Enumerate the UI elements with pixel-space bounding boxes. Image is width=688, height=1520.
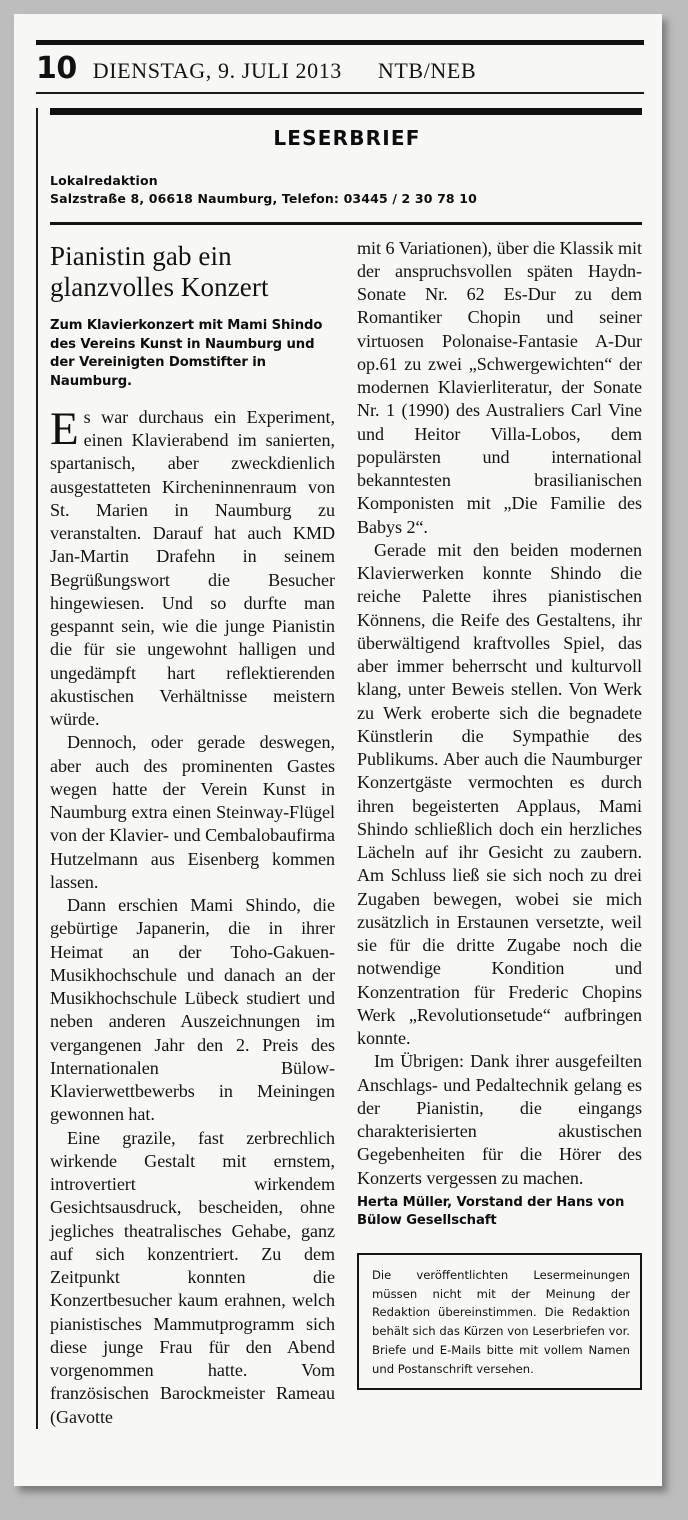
article-byline: Herta Müller, Vorstand der Hans von Bülow Gesellschaft <box>357 1194 625 1229</box>
section-kicker-bar <box>50 108 642 115</box>
editorial-notice-text: Die veröffentlichten Lesermeinungen müssen nicht mit der Meinung der Redaktion übereinstimmen. Die Redaktion behält sich das Kürzen von Leserbriefen vor. Briefe und E-Mails bitte mit vollem Namen und Postanschrift versehen. <box>372 1267 630 1376</box>
article-columns <box>50 235 644 1429</box>
local-desk-contact: Salzstraße 8, 06618 Naumburg, Telefon: 03445 / 2 30 78 10 <box>50 191 477 207</box>
page-title: Pianistin gab ein glanzvolles Konzert <box>50 240 269 303</box>
section-divider-rule <box>50 222 642 225</box>
article-paragraph: Eine grazile, fast zerbrechlich wirkende Gestalt mit ernstem, introvertiert wirkendem Gesichtsausdruck, bescheiden, ohne jegliches theatralisches Gehabe, ganz auf sich konzentriert. Zu dem Zeitpunkt konnten die Konzertbesucher kaum erahnen, welch pianistisches Mammutprogramm sich diese junge Frau für den Abend vorgenommen hatte. Vom französischen Barockmeister Rameau (Gavotte <box>50 1127 335 1427</box>
article-subhead: Zum Klavierkonzert mit Mami Shindo des Vereins Kunst in Naumburg und der Vereinigten Domstifter in Naumburg. <box>50 317 323 390</box>
editorial-notice-box <box>357 1253 642 1390</box>
dateline: DIENSTAG, 9. JULI 2013 <box>92 58 342 83</box>
page-number: 10 <box>36 51 77 86</box>
edition-code: NTB/NEB <box>377 58 477 83</box>
article-paragraph: mit 6 Variationen), über die Klassik mit der anspruchsvollen späten Haydn-Sonate Nr. 62 Es-Dur zu dem Romantiker Chopin und seiner virtuosen Polonaise-Fantasie A-Dur op.61 zu zwei „Schwergewichten“ der modernen Klavierliteratur, der Sonate Nr. 1 (1990) des Australiers Carl Vine und Heitor Villa-Lobos, dem populärsten und international bekanntesten brasilianischen Komponisten mit „Die Familie des Babys 2“. <box>357 237 642 537</box>
newspaper-page <box>14 14 662 1486</box>
article-paragraph: Im Übrigen: Dank ihrer ausgefeilten Anschlags- und Pedaltechnik gelang es der Pianistin, die eingangs charakterisierten akustischen Gegebenheiten für die Hörer des Konzerts vergessen zu machen. <box>357 1051 642 1188</box>
masthead-top-rule <box>36 40 644 45</box>
column-left <box>50 235 335 1429</box>
leserbrief-section <box>36 108 644 1429</box>
section-left-rule <box>36 108 38 1429</box>
article-paragraph: Dann erschien Mami Shindo, die gebürtige Japanerin, die in ihrer Heimat an der Toho-Gakuen-Musikhochschule und danach an der Musikhochschule Lübeck studiert und neben anderen Auszeichnungen im vergangenen Jahr den 2. Preis des Internationalen Bülow-Klavierwettbewerbs in Meiningen gewonnen hat. <box>50 895 335 1125</box>
section-kicker: LESERBRIEF <box>273 125 421 150</box>
article-paragraph: Es war durchaus ein Experiment, einen Klavierabend im sanierten, spartanisch, aber zweckdienlich ausgestatteten Kircheninnenraum von St. Marien in Naumburg zu veranstalten. Darauf hat auch KMD Jan-Martin Drafehn in seinem Begrüßungswort die Besucher hingewiesen. Und so durfte man gespannt sein, wie die junge Pianistin die für sie ungewohnt halligen und ungedämpft hart reflektierenden akustischen Verhältnisse meistern würde. <box>50 402 335 730</box>
column-right <box>357 235 642 1429</box>
article-paragraph: Gerade mit den beiden modernen Klavierwerken konnte Shindo die reiche Palette ihres pianistischen Könnens, die Reife des Gestaltens, ihr überwältigend kraftvolles Spiel, das aber immer beherrscht und kulturvoll klang, unter Beweis stellen. Von Werk zu Werk eroberte sich die begnadete Künstlerin die Sympathie des Publikums. Aber auch die Naumburger Konzertgäste vermochten es durch ihren begeisterten Applaus, Mami Shindo schließlich doch ein herzliches Lächeln auf ihr Gesicht zu zaubern. Am Schluss ließ sie sich noch zu drei Zugaben bewegen, wobei sie mich zusätzlich in Erstaunen versetzte, weil sie für die dritte Zugabe noch die notwendige Kondition und Konzentration für Frederic Chopins Werk „Revolutionsetude“ aufbringen konnte. <box>357 539 642 1049</box>
local-desk-label: Lokalredaktion <box>50 172 158 188</box>
article-paragraph: Dennoch, oder gerade deswegen, aber auch des prominenten Gastes wegen hatte der Verein Kunst in Naumburg extra einen Steinway-Flügel von der Klavier- und Cembalobaufirma Hutzelmann aus Eisenberg kommen lassen. <box>50 732 335 892</box>
local-desk-block <box>50 172 644 210</box>
masthead-bottom-rule <box>36 92 644 94</box>
masthead <box>36 51 644 86</box>
